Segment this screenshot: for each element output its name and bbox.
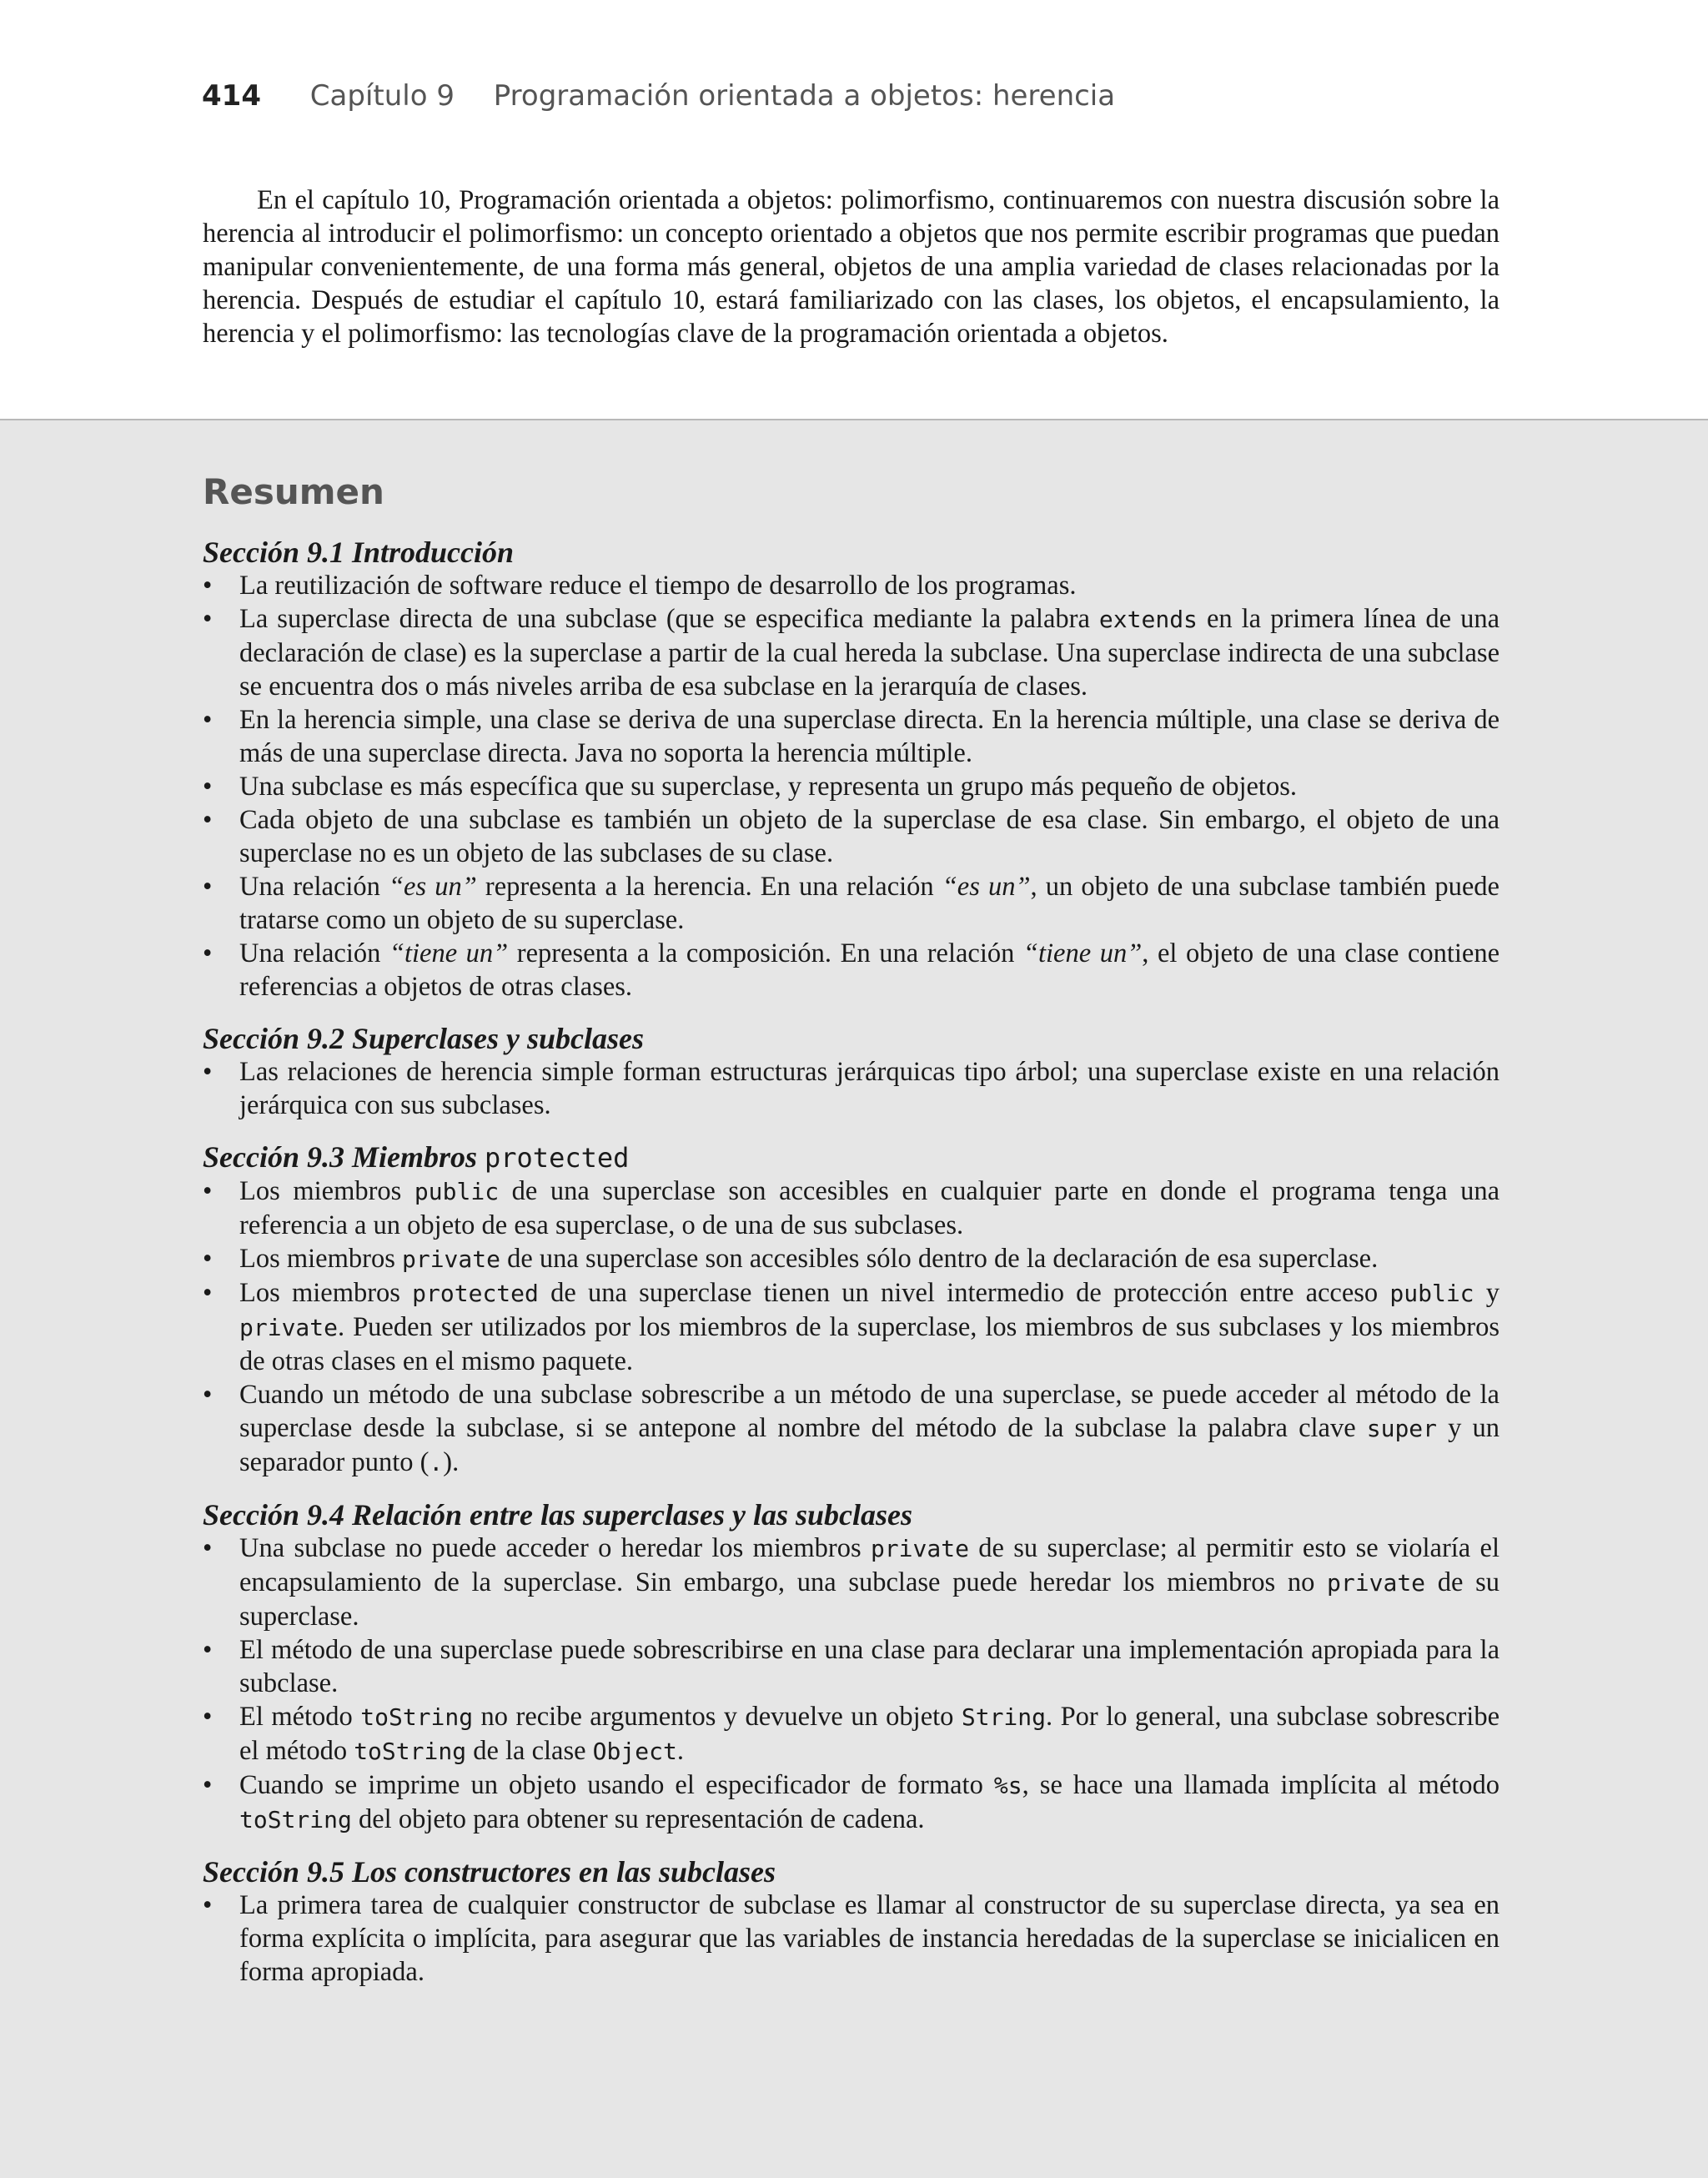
bullet-item: • Las relaciones de herencia simple forman estructuras jerárquicas tipo árbol; una superclase existe en una relación jerárquica con sus subclases. — [203, 1057, 1500, 1120]
bullet-icon: • — [203, 571, 213, 601]
bullet-icon: • — [203, 1770, 213, 1800]
chapter-label: Capítulo 9 — [309, 79, 455, 113]
bullet-icon: • — [203, 1380, 213, 1410]
page-number: 414 — [202, 79, 261, 113]
bullet-item: • En la herencia simple, una clase se deriva de una superclase directa. En la herencia múltiple, una clase se deriva de más de una superclase directa. Java no soporta la herencia múltiple. — [203, 705, 1500, 768]
chapter-title: Programación orientada a objetos: herencia — [493, 79, 1116, 113]
bullet-item: • Cuando un método de una subclase sobrescribe a un método de una superclase, se puede acceder al método de la superclase desde la subclase, si se antepone al nombre del método de la subclase la palabra clave super y un separador punto (.). — [203, 1380, 1500, 1477]
section-heading: Sección 9.1 Introducción — [203, 536, 515, 569]
summary-section-block — [203, 1498, 1500, 1837]
bullet-item: • Una subclase no puede acceder o heredar los miembros private de su superclase; al permitir esto se violaría el encapsulamiento de la superclase. Sin embargo, una subclase puede heredar los miembros no private de su superclase. — [203, 1533, 1500, 1632]
top-panel — [0, 0, 1708, 420]
bullet-list — [203, 1175, 1500, 1480]
bullet-icon: • — [203, 1244, 213, 1274]
bullet-item: • Los miembros public de una superclase son accesibles en cualquier parte en donde el programa tenga una referencia a un objeto de esa superclase, o de una de sus subclases. — [203, 1176, 1500, 1240]
bullet-list — [203, 1889, 1500, 1989]
bullet-icon: • — [203, 1702, 213, 1732]
summary-section-block — [203, 1022, 1500, 1122]
bullet-icon: • — [203, 872, 213, 902]
bullet-item: • Una relación “es un” representa a la herencia. En una relación “es un”, un objeto de una subclase también puede tratarse como un objeto de su superclase. — [203, 872, 1500, 935]
section-heading: Sección 9.5 Los constructores en las subclases — [203, 1855, 776, 1889]
bullet-icon: • — [203, 1890, 213, 1920]
bullet-item: • Una subclase es más específica que su superclase, y representa un grupo más pequeño de objetos. — [203, 772, 1297, 802]
summary-section-block — [203, 1855, 1500, 1989]
bullet-icon: • — [203, 805, 213, 835]
bullet-item: • La primera tarea de cualquier constructor de subclase es llamar al constructor de su superclase directa, ya sea en forma explícita o implícita, para asegurar que las variables de instancia heredadas de la superclase se inicialicen en forma apropiada. — [203, 1890, 1500, 1987]
bullet-icon: • — [203, 1533, 213, 1563]
bullet-icon: • — [203, 604, 213, 634]
summary-section — [203, 467, 1500, 2007]
bullet-item: • Cada objeto de una subclase es también un objeto de la superclase de esa clase. Sin embargo, el objeto de una superclase no es un objeto de las subclases de su clase. — [203, 805, 1500, 868]
bullet-icon: • — [203, 772, 213, 802]
section-heading: Sección 9.4 Relación entre las superclases y las subclases — [203, 1498, 912, 1532]
bullet-icon: • — [203, 1176, 213, 1206]
bullet-item: • La reutilización de software reduce el tiempo de desarrollo de los programas. — [203, 571, 1077, 601]
intro-paragraph: En el capítulo 10, Programación orientada a objetos: polimorfismo, continuaremos con nuestra discusión sobre la herencia al introducir el polimorfismo: un concepto orientado a objetos que nos permite escribir programas que puedan manipular convenientemente, de una forma más general, objetos de una amplia variedad de clases relacionadas por la herencia. Después de estudiar el capítulo 10, estará familiarizado con las clases, los objetos, el encapsulamiento, la herencia y el polimorfismo: las tecnologías clave de la programación orientada a objetos. — [203, 185, 1500, 349]
bullet-item: • Una relación “tiene un” representa a la composición. En una relación “tiene un”, el objeto de una clase contiene referencias a objetos de otras clases. — [203, 938, 1500, 1002]
bullet-item: • La superclase directa de una subclase (que se especifica mediante la palabra extends en la primera línea de una declaración de clase) es la superclase a partir de la cual hereda la subclase. Una superclase indirecta de una subclase se encuentra dos o más niveles arriba de esa subclase en la jerarquía de clases. — [203, 604, 1500, 702]
bullet-item: • Los miembros private de una superclase son accesibles sólo dentro de la declaración de esa superclase. — [203, 1244, 1379, 1274]
running-head — [202, 79, 1115, 113]
bullet-icon: • — [203, 938, 213, 968]
bullet-icon: • — [203, 1278, 213, 1308]
summary-title: Resumen — [203, 471, 384, 512]
bullet-icon: • — [203, 1635, 213, 1665]
section-heading-code: protected — [485, 1142, 630, 1174]
bullet-icon: • — [203, 1057, 213, 1087]
summary-section-block — [203, 1140, 1500, 1480]
summary-sections — [203, 536, 1500, 1989]
bullet-icon: • — [203, 705, 213, 735]
bullet-list — [203, 1532, 1500, 1837]
bullet-item: • El método de una superclase puede sobrescribirse en una clase para declarar una implementación apropiada para la subclase. — [203, 1635, 1500, 1698]
bullet-list — [203, 1055, 1500, 1122]
section-heading: Sección 9.3 Miembros protected — [203, 1140, 630, 1174]
bullet-item: • Cuando se imprime un objeto usando el especificador de formato %s, se hace una llamada implícita al método toString del objeto para obtener su representación de cadena. — [203, 1770, 1500, 1834]
summary-section-block — [203, 536, 1500, 1003]
bullet-item: • Los miembros protected de una superclase tienen un nivel intermedio de protección entre acceso public y private. Pueden ser utilizados por los miembros de la superclase, los miembros de sus subclases y los miembros de otras clases en el mismo paquete. — [203, 1278, 1500, 1376]
bullet-list — [203, 569, 1500, 1003]
bullet-item: • El método toString no recibe argumentos y devuelve un objeto String. Por lo general, una subclase sobrescribe el método toString de la clase Object. — [203, 1702, 1500, 1766]
section-heading: Sección 9.2 Superclases y subclases — [203, 1022, 644, 1055]
